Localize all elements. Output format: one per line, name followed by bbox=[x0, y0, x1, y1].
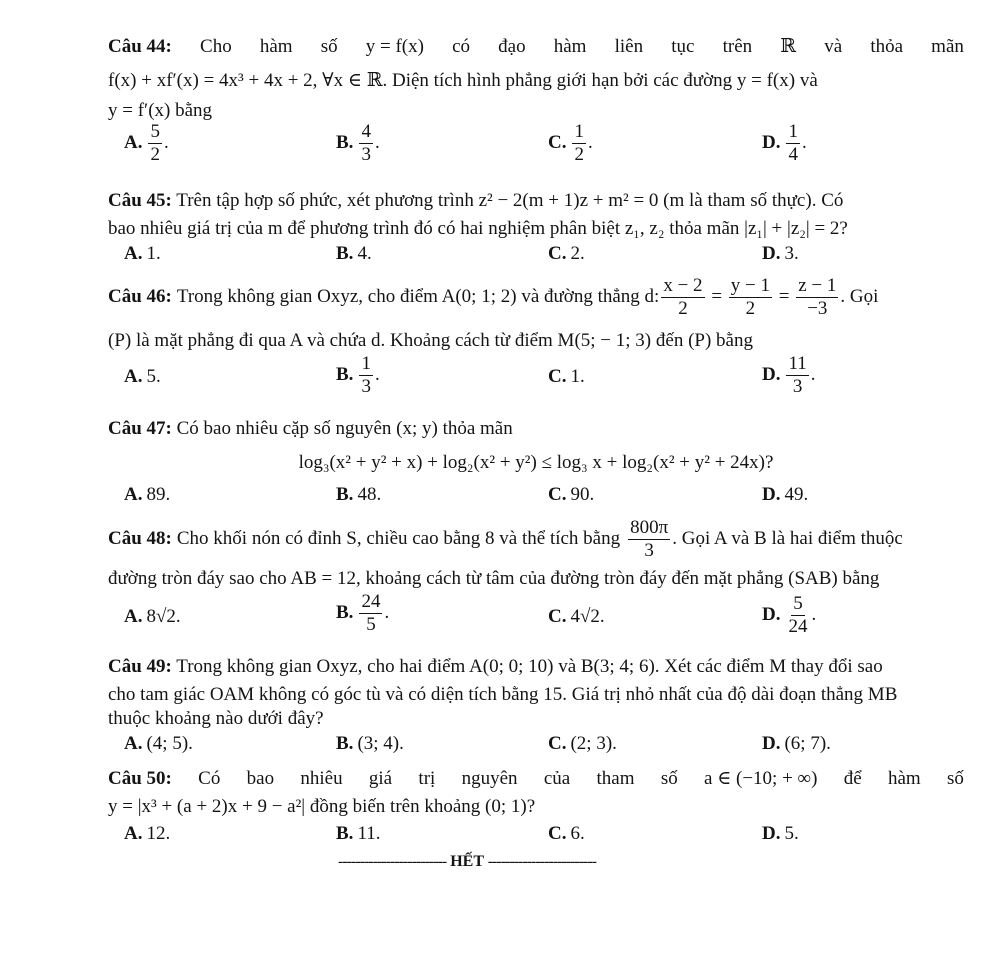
question-word: thỏa bbox=[870, 36, 904, 57]
question-44-line-3: y = f′(x) bằng bbox=[108, 100, 213, 121]
fraction: $\frac{1}{4}$ bbox=[788, 121, 798, 165]
exam-page bbox=[108, 0, 964, 959]
q47-option-a: A. 89. bbox=[124, 484, 171, 505]
question-word: a ∈ (−10; + ∞) bbox=[704, 768, 818, 789]
question-text: Có bao nhiêu cặp số nguyên (x; y) thỏa mãn bbox=[176, 418, 513, 439]
fraction: $\frac{z - 1}{-3}$ bbox=[798, 275, 837, 319]
q47-option-d: D. 49. bbox=[762, 484, 809, 505]
q45-option-d: D. 3. bbox=[762, 243, 799, 264]
q49-option-d: D. (6; 7). bbox=[762, 733, 831, 754]
question-word: Cho bbox=[200, 36, 232, 57]
question-word: hàm bbox=[553, 36, 587, 57]
question-word: bao bbox=[246, 768, 275, 789]
question-label: Câu 48: bbox=[108, 528, 172, 550]
question-label: Câu 49: bbox=[108, 656, 172, 677]
fraction: $\frac{y - 1}{2}$ bbox=[730, 275, 770, 319]
question-label: Câu 47: bbox=[108, 418, 172, 439]
question-44-line-1 bbox=[108, 36, 964, 59]
end-marker: ------------------------- HẾT ------------------------- bbox=[338, 853, 596, 870]
question-49-line-2: cho tam giác OAM không có góc tù và có diện tích bằng 15. Giá trị nhỏ nhất của độ dài đoạn thẳng MB bbox=[108, 684, 898, 705]
fraction: $\frac{1}{3}$ bbox=[361, 353, 371, 397]
q46-option-a: A. 5. bbox=[124, 366, 161, 387]
question-46-line-1: Câu 46: Trong không gian Oxyz, cho điểm A(0; 1; 2) và đường thẳng d: $\frac{x - 2}{2}$ = $\frac{y - 1}{2}$ = $\frac{z - 1}{-3}$ . Gọi bbox=[108, 275, 879, 319]
q46-option-c: C. 1. bbox=[548, 366, 585, 387]
question-word: và bbox=[824, 36, 843, 57]
q50-option-c: C. 6. bbox=[548, 823, 585, 844]
question-word: số bbox=[660, 768, 678, 789]
option-label: D. bbox=[762, 132, 781, 154]
end-word: HẾT bbox=[450, 853, 484, 870]
q49-option-b: B. (3; 4). bbox=[336, 733, 404, 754]
q48-option-a: A. 8√2. bbox=[124, 606, 181, 627]
question-45-line-1 bbox=[108, 190, 843, 213]
q49-option-a: A. (4; 5). bbox=[124, 733, 193, 754]
question-word: tục bbox=[671, 36, 695, 57]
question-word: mãn bbox=[931, 36, 964, 57]
question-word: đạo bbox=[498, 36, 526, 57]
q47-option-b: B. 48. bbox=[336, 484, 382, 505]
q44-option-b: B. $\frac{4}{3}$ . bbox=[336, 121, 380, 165]
question-word: số bbox=[320, 36, 338, 57]
question-50-line-2: y = |x³ + (a + 2)x + 9 − a²| đồng biến trên khoảng (0; 1)? bbox=[108, 796, 536, 817]
q50-option-b: B. 11. bbox=[336, 823, 381, 844]
question-word: giá bbox=[368, 768, 393, 789]
question-47-formula: log₃(x² + y² + x) + log₂(x² + y²) ≤ log₃ x + log₂(x² + y² + 24x)? bbox=[298, 452, 774, 473]
fraction: $\frac{4}{3}$ bbox=[361, 121, 371, 165]
question-word: số bbox=[946, 768, 964, 789]
q46-option-d: D. $\frac{11}{3}$ . bbox=[762, 353, 816, 397]
q49-option-c: C. (2; 3). bbox=[548, 733, 617, 754]
option-label: A. bbox=[124, 132, 143, 154]
question-word: y = f(x) bbox=[365, 36, 424, 57]
question-word: nhiêu bbox=[300, 768, 343, 789]
question-text: Trên tập hợp số phức, xét phương trình z² − 2(m + 1)z + m² = 0 (m là tham số thực). Có bbox=[176, 190, 844, 211]
q48-option-d: D. $\frac{5}{24}$ . bbox=[762, 593, 817, 637]
question-label: Câu 50: bbox=[108, 768, 172, 789]
option-label: B. bbox=[336, 132, 354, 154]
q47-option-c: C. 90. bbox=[548, 484, 595, 505]
question-45-line-2: bao nhiêu giá trị của m để phương trình đó có hai nghiệm phân biệt z₁, z₂ thỏa mãn |z₁| + |z₂| = 2? bbox=[108, 218, 848, 239]
fraction: $\frac{800\pi}{3}$ bbox=[630, 517, 669, 561]
question-49-line-3: thuộc khoảng nào dưới đây? bbox=[108, 708, 324, 729]
question-label: Câu 46: bbox=[108, 286, 172, 308]
question-48-line-2: đường tròn đáy sao cho AB = 12, khoảng cách từ tâm của đường tròn đáy đến mặt phẳng (SAB) bằng bbox=[108, 568, 880, 589]
question-word: nguyên bbox=[461, 768, 518, 789]
question-word: ℝ bbox=[780, 36, 797, 57]
option-label: C. bbox=[548, 132, 567, 154]
question-word: trên bbox=[722, 36, 753, 57]
question-label: Câu 45: bbox=[108, 190, 172, 211]
q50-option-d: D. 5. bbox=[762, 823, 799, 844]
q45-option-b: B. 4. bbox=[336, 243, 372, 264]
q44-option-a: A. $\frac{5}{2}$ . bbox=[124, 121, 169, 165]
question-44-line-2: f(x) + xf′(x) = 4x³ + 4x + 2, ∀x ∈ ℝ. Diện tích hình phẳng giới hạn bởi các đường y = f(x) và bbox=[108, 70, 818, 91]
question-46-line-2: (P) là mặt phẳng đi qua A và chứa d. Khoảng cách từ điểm M(5; − 1; 3) đến (P) bằng bbox=[108, 330, 753, 351]
q48-option-b: B. $\frac{24}{5}$ . bbox=[336, 591, 390, 635]
q45-option-a: A. 1. bbox=[124, 243, 161, 264]
fraction: $\frac{5}{2}$ bbox=[150, 121, 160, 165]
q44-option-c: C. $\frac{1}{2}$ . bbox=[548, 121, 593, 165]
question-word: có bbox=[452, 36, 471, 57]
question-word: tham bbox=[596, 768, 635, 789]
question-text: Trong không gian Oxyz, cho hai điểm A(0; 0; 10) và B(3; 4; 6). Xét các điểm M thay đổi sao bbox=[176, 656, 883, 677]
fraction: $\frac{1}{2}$ bbox=[574, 121, 584, 165]
question-word: hàm bbox=[259, 36, 293, 57]
fraction: $\frac{x - 2}{2}$ bbox=[663, 275, 703, 319]
fraction: $\frac{5}{24}$ bbox=[788, 593, 808, 637]
question-word: trị bbox=[418, 768, 436, 789]
question-word: của bbox=[543, 768, 571, 789]
question-word: để bbox=[843, 768, 862, 789]
q50-option-a: A. 12. bbox=[124, 823, 171, 844]
q45-option-c: C. 2. bbox=[548, 243, 585, 264]
question-word: liên bbox=[614, 36, 644, 57]
question-label: Câu 44: bbox=[108, 36, 172, 57]
question-word: Có bbox=[198, 768, 221, 789]
question-47-line-1 bbox=[108, 418, 513, 441]
fraction: $\frac{11}{3}$ bbox=[788, 353, 807, 397]
question-49-line-1 bbox=[108, 656, 883, 679]
q46-option-b: B. $\frac{1}{3}$ . bbox=[336, 353, 380, 397]
question-word: hàm bbox=[887, 768, 921, 789]
question-48-line-1: Câu 48: Cho khối nón có đỉnh S, chiều cao bằng 8 và thể tích bằng $\frac{800\pi}{3}$ . Gọi A và B là hai điểm thuộc bbox=[108, 517, 903, 561]
fraction: $\frac{24}{5}$ bbox=[361, 591, 381, 635]
q48-option-c: C. 4√2. bbox=[548, 606, 605, 627]
question-50-line-1 bbox=[108, 768, 964, 791]
q44-option-d: D. $\frac{1}{4}$ . bbox=[762, 121, 807, 165]
